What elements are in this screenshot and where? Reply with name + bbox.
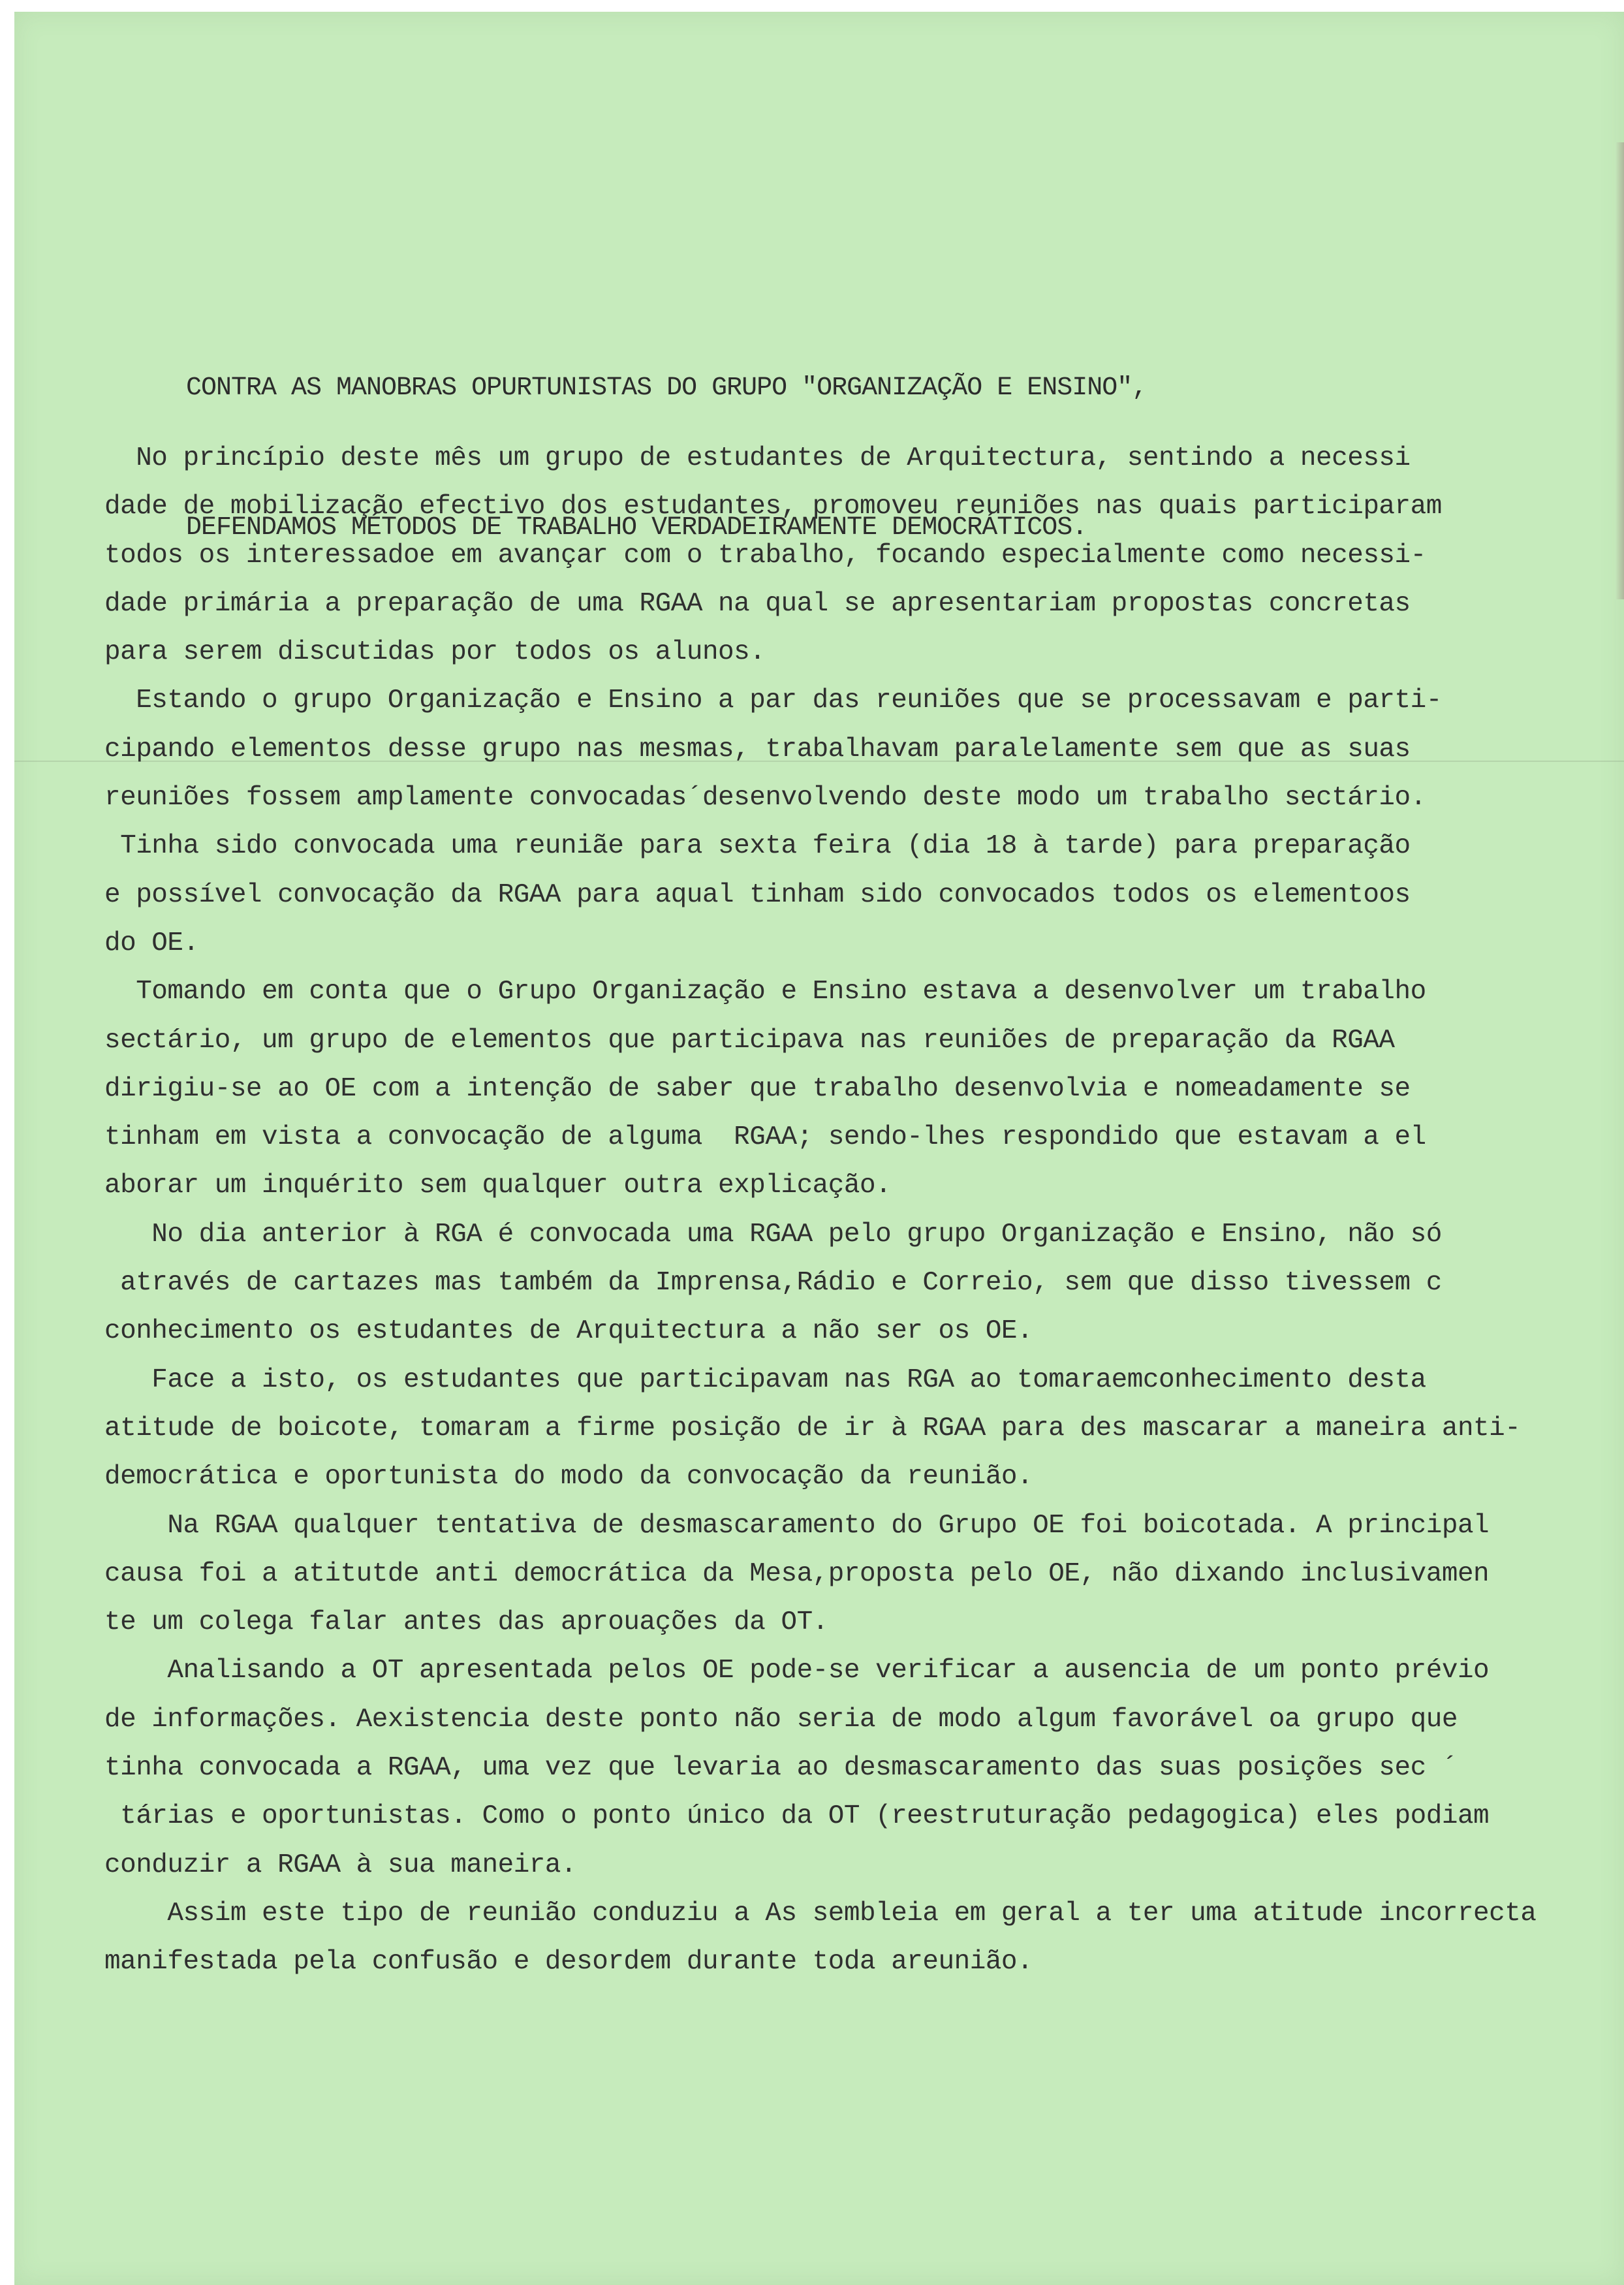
body-line: Tomando em conta que o Grupo Organização e Ensino estava a desenvolver um trabalho [104, 977, 1426, 1007]
body-line: e possível convocação da RGAA para aqual tinham sido convocados todos os elementoos [104, 879, 1411, 910]
body-line: conhecimento os estudantes de Arquitectura a não ser os OE. [104, 1316, 1033, 1347]
body-line: No dia anterior à RGA é convocada uma RGAA pelo grupo Organização e Ensino, não só [104, 1219, 1442, 1250]
body-line: democrática e oportunista do modo da convocação da reunião. [104, 1462, 1033, 1492]
body-line: aborar um inquérito sem qualquer outra explicação. [104, 1171, 892, 1201]
title-line-1: CONTRA AS MANOBRAS OPURTUNISTAS DO GRUPO "ORGANIZAÇÃO E ENSINO", [186, 373, 1148, 403]
body-line: tinham em vista a convocação de alguma RGAA; sendo-lhes respondido que estavam a el [104, 1122, 1426, 1153]
body-line: cipando elementos desse grupo nas mesmas, trabalhavam paralelamente sem que as suas [104, 734, 1411, 764]
body-line: para serem discutidas por todos os alunos. [104, 637, 766, 668]
body-line: te um colega falar antes das aprouações da OT. [104, 1607, 828, 1638]
body-line: de informações. Aexistencia deste ponto não seria de modo algum favorável oa grupo que [104, 1704, 1458, 1735]
body-line: No princípio deste mês um grupo de estudantes de Arquitectura, sentindo a necessi [104, 443, 1411, 473]
body-line: dirigiu-se ao OE com a intenção de saber que trabalho desenvolvia e nomeadamente se [104, 1073, 1411, 1104]
body-line: tinha convocada a RGAA, uma vez que levaria ao desmascaramento das suas posições sec ´ [104, 1753, 1458, 1784]
body-line: dade de mobilização efectivo dos estudantes, promoveu reuniões nas quais participaram [104, 492, 1442, 522]
body-line: Estando o grupo Organização e Ensino a par das reuniões que se processavam e parti- [104, 685, 1442, 716]
body-line: manifestada pela confusão e desordem durante toda areunião. [104, 1947, 1033, 1978]
body-line: reuniões fossem amplamente convocadas´desenvolvendo deste modo um trabalho sectário. [104, 783, 1426, 813]
body-line: atitude de boicote, tomaram a firme posição de ir à RGAA para des mascarar a maneira anti- [104, 1413, 1521, 1443]
body-line: Analisando a OT apresentada pelos OE pode-se verificar a ausencia de um ponto prévio [104, 1656, 1490, 1686]
body-line: Assim este tipo de reunião conduziu a As sembleia em geral a ter uma atitude incorrecta [104, 1898, 1537, 1929]
body-line: conduzir a RGAA à sua maneira. [104, 1850, 577, 1880]
body-line: Tinha sido convocada uma reuniãe para sexta feira (dia 18 à tarde) para preparação [104, 831, 1411, 862]
body-line: Na RGAA qualquer tentativa de desmascaramento do Grupo OE foi boicotada. A principal [104, 1510, 1490, 1541]
body-line: sectário, um grupo de elementos que participava nas reuniões de preparação da RGAA [104, 1025, 1395, 1056]
body-line: através de cartazes mas também da Imprensa,Rádio e Correio, sem que disso tivessem c [104, 1268, 1442, 1299]
body-line: todos os interessadoe em avançar com o trabalho, focando especialmente como necessi- [104, 540, 1426, 571]
body-line: tárias e oportunistas. Como o ponto único da OT (reestruturação pedagogica) eles podiam [104, 1801, 1490, 1832]
document-body [104, 434, 1593, 1987]
paper-edge-shadow [1615, 142, 1624, 599]
title-line-2: DEFENDAMOS MÉTODOS DE TRABALHO VERDADEIRAMENTE DEMOCRÁTICOS. [186, 513, 1087, 543]
body-line: causa foi a atitutde anti democrática da Mesa,proposta pelo OE, não dixando inclusivamen [104, 1558, 1490, 1589]
body-line: Face a isto, os estudantes que participavam nas RGA ao tomaraemconhecimento desta [104, 1364, 1426, 1395]
body-line: dade primária a preparação de uma RGAA na qual se apresentariam propostas concretas [104, 588, 1411, 619]
body-line: do OE. [104, 928, 199, 958]
